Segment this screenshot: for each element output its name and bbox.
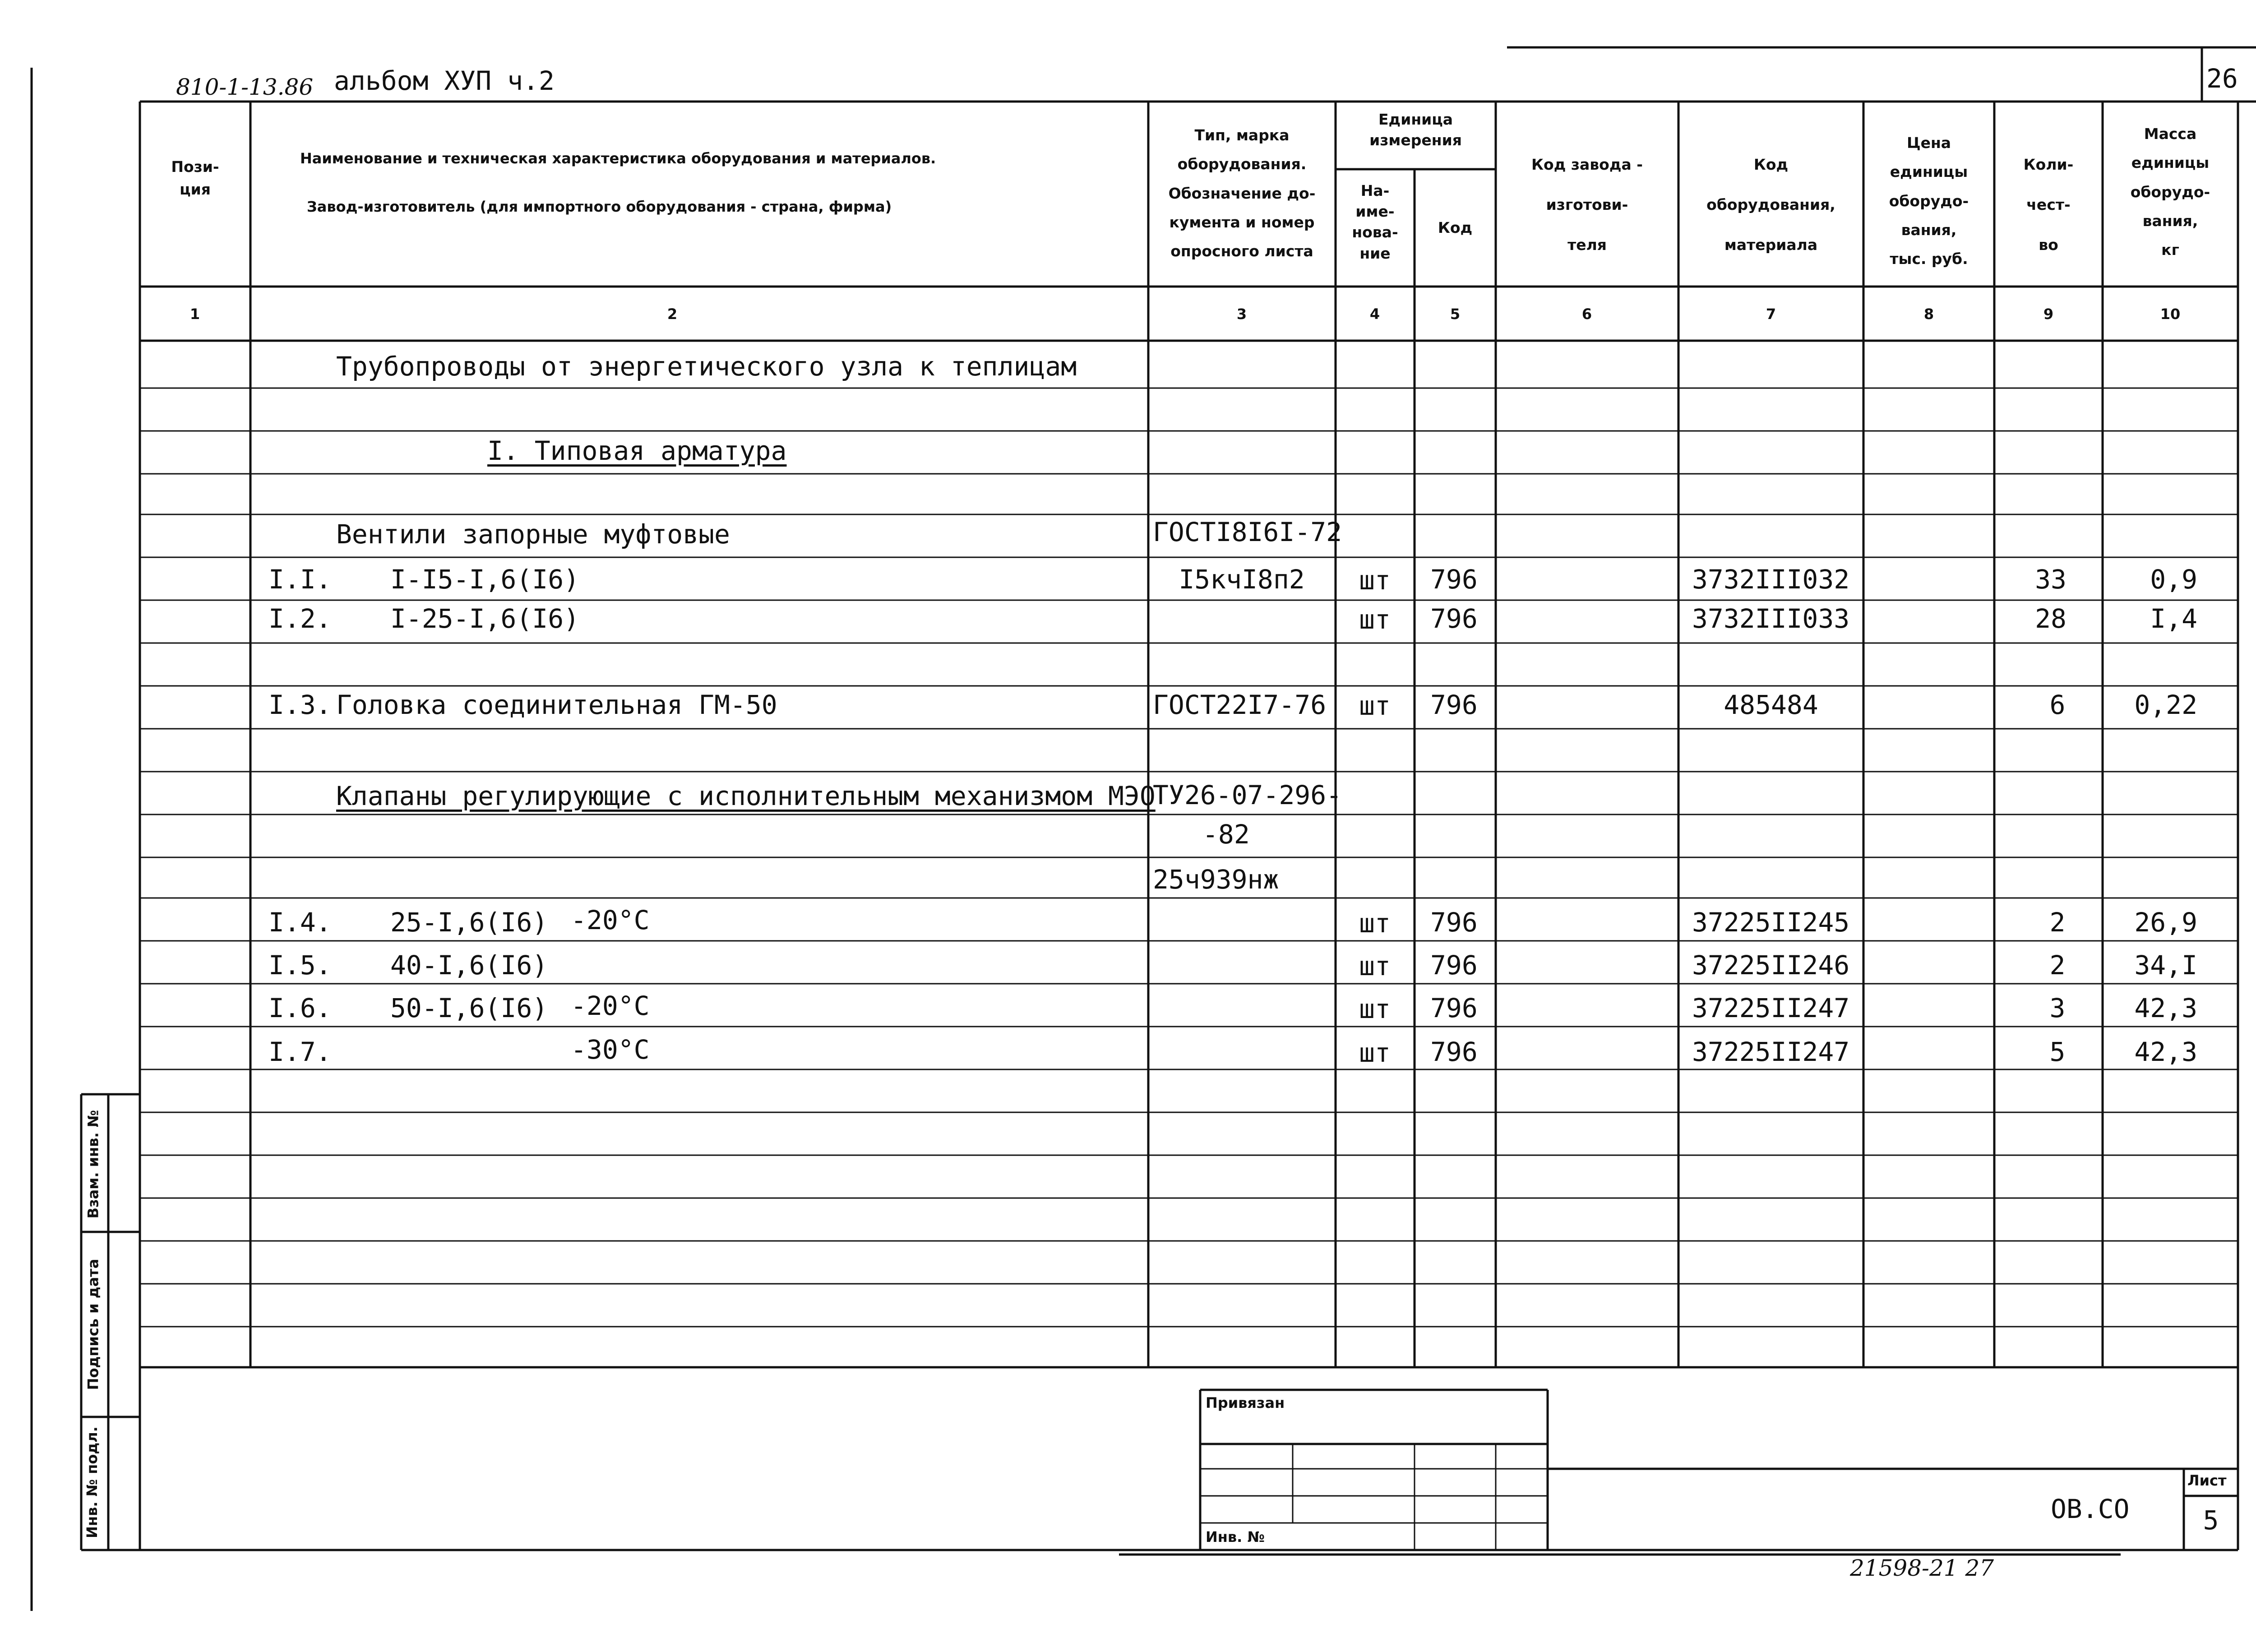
col-header-unit-group: Единица измерения xyxy=(1369,111,1462,149)
col-header-unit-code: Код xyxy=(1438,219,1473,236)
row-position: I.I. xyxy=(268,564,332,595)
row-unit: шт xyxy=(1359,908,1391,939)
row-mass: I,4 xyxy=(2150,603,2197,634)
row-name: 25-I,6(I6) xyxy=(390,907,548,938)
stamp-linked-label: Привязан xyxy=(1206,1394,1285,1411)
group-title-valves: Вентили запорные муфтовые xyxy=(336,519,730,550)
row-position: I.3. xyxy=(268,689,332,720)
row-mass: 34,I xyxy=(2134,950,2197,981)
row-unit-code: 796 xyxy=(1430,603,1478,634)
row-equipment-code: 3732III033 xyxy=(1692,603,1850,634)
row-position: I.5. xyxy=(268,950,332,981)
col-header-equipment-code: Код оборудования, материала xyxy=(1706,156,1835,254)
row-quantity: 33 xyxy=(2035,564,2066,595)
row-name: 40-I,6(I6) xyxy=(390,950,548,981)
col-header-price: Цена единицы оборудо- вания, тыс. руб. xyxy=(1889,134,1969,268)
col-number: 10 xyxy=(2160,305,2181,323)
section-title: Трубопроводы от энергетического узла к теплицам xyxy=(336,351,1077,382)
row-unit-code: 796 xyxy=(1430,950,1478,981)
col-number: 1 xyxy=(190,305,200,323)
album-title: альбом ХУП ч.2 xyxy=(334,65,555,96)
row-name: 50-I,6(I6) xyxy=(390,993,548,1023)
row-equipment-code: 37225II245 xyxy=(1692,907,1850,938)
col-number: 8 xyxy=(1923,305,1934,323)
row-mass: 0,22 xyxy=(2134,689,2197,720)
col-header-name-line2: Завод-изготовитель (для импортного оборудования - страна, фирма) xyxy=(307,198,892,215)
group-title-control-valves: Клапаны регулирующие с исполнительным механизмом МЭО xyxy=(336,781,1156,811)
row-type: ГОСТ22I7-76 xyxy=(1153,689,1327,720)
row-unit: шт xyxy=(1359,951,1391,981)
col-header-position: Пози- ция xyxy=(171,158,219,198)
stamp-designation: ОВ.СО xyxy=(2051,1494,2130,1524)
row-name: I-25-I,6(I6) xyxy=(390,603,580,634)
row-position: I.4. xyxy=(268,907,332,938)
group-doc-control-valves-2: -82 xyxy=(1202,819,1250,850)
stamp-inv-label: Инв. № xyxy=(1206,1528,1265,1546)
row-unit: шт xyxy=(1359,565,1391,596)
row-unit-code: 796 xyxy=(1430,993,1478,1023)
handwritten-code: 810-1-13.86 xyxy=(176,74,314,100)
col-number: 7 xyxy=(1766,305,1776,323)
row-quantity: 2 xyxy=(2049,907,2066,938)
col-number: 2 xyxy=(667,305,678,323)
col-header-mass: Масса единицы оборудо- вания, кг xyxy=(2130,125,2210,259)
row-mass: 0,9 xyxy=(2150,564,2197,595)
row-unit: шт xyxy=(1359,690,1391,721)
handwritten-footer: 21598-21 27 xyxy=(1850,1555,1994,1581)
row-type: I5кчI8п2 xyxy=(1179,564,1305,595)
col-header-factory-code: Код завода - изготови- теля xyxy=(1531,156,1643,254)
row-unit-code: 796 xyxy=(1430,1037,1478,1067)
col-number: 9 xyxy=(2043,305,2054,323)
stamp-sheet-label: Лист xyxy=(2187,1472,2227,1489)
row-unit: шт xyxy=(1359,1037,1391,1068)
section-subtitle: I. Типовая арматура xyxy=(487,435,787,466)
row-temperature: -20°C xyxy=(571,990,650,1021)
col-number: 6 xyxy=(1581,305,1592,323)
row-mass: 42,3 xyxy=(2134,993,2197,1023)
group-doc-control-valves-1: ТУ26-07-296- xyxy=(1153,780,1342,810)
stamp-sheet-number: 5 xyxy=(2203,1505,2219,1536)
col-header-quantity: Коли- чест- во xyxy=(2023,156,2074,254)
row-temperature: -30°C xyxy=(571,1034,650,1065)
col-header-unit-name: На- име- нова- ние xyxy=(1352,182,1398,262)
row-unit-code: 796 xyxy=(1430,689,1478,720)
row-quantity: 28 xyxy=(2035,603,2066,634)
row-quantity: 2 xyxy=(2049,950,2066,981)
side-stamp-signature-date: Подпись и дата xyxy=(84,1259,102,1390)
side-stamp-replaces-inv: Взам. инв. № xyxy=(84,1110,102,1219)
row-unit-code: 796 xyxy=(1430,907,1478,938)
row-mass: 42,3 xyxy=(2134,1037,2197,1067)
row-unit: шт xyxy=(1359,994,1391,1024)
row-quantity: 3 xyxy=(2049,993,2066,1023)
row-equipment-code: 37225II247 xyxy=(1692,1037,1850,1067)
col-header-type: Тип, марка оборудования. Обозначение до- кумента и номер опросного листа xyxy=(1168,126,1316,260)
row-equipment-code: 3732III032 xyxy=(1692,564,1850,595)
group-doc-valves: ГОСТI8I6I-72 xyxy=(1153,517,1342,547)
col-number: 4 xyxy=(1369,305,1380,323)
col-header-name-line1: Наименование и техническая характеристика оборудования и материалов. xyxy=(300,150,936,167)
row-temperature: -20°C xyxy=(571,905,650,935)
row-equipment-code: 37225II246 xyxy=(1692,950,1850,981)
group-doc-control-valves-3: 25ч939нж xyxy=(1153,864,1279,895)
row-unit: шт xyxy=(1359,604,1391,635)
row-position: I.2. xyxy=(268,603,332,634)
row-position: I.7. xyxy=(268,1037,332,1067)
col-number: 5 xyxy=(1450,305,1461,323)
side-stamp-original-inv: Инв. № подл. xyxy=(83,1426,101,1538)
page-number: 26 xyxy=(2206,63,2238,94)
row-name: I-I5-I,6(I6) xyxy=(390,564,580,595)
row-quantity: 5 xyxy=(2049,1037,2066,1067)
row-unit-code: 796 xyxy=(1430,564,1478,595)
row-mass: 26,9 xyxy=(2134,907,2197,938)
row-equipment-code: 485484 xyxy=(1724,689,1818,720)
row-position: I.6. xyxy=(268,993,332,1023)
row-quantity: 6 xyxy=(2049,689,2066,720)
row-name: Головка соединительная ГМ-50 xyxy=(336,689,777,720)
col-number: 3 xyxy=(1236,305,1247,323)
row-equipment-code: 37225II247 xyxy=(1692,993,1850,1023)
